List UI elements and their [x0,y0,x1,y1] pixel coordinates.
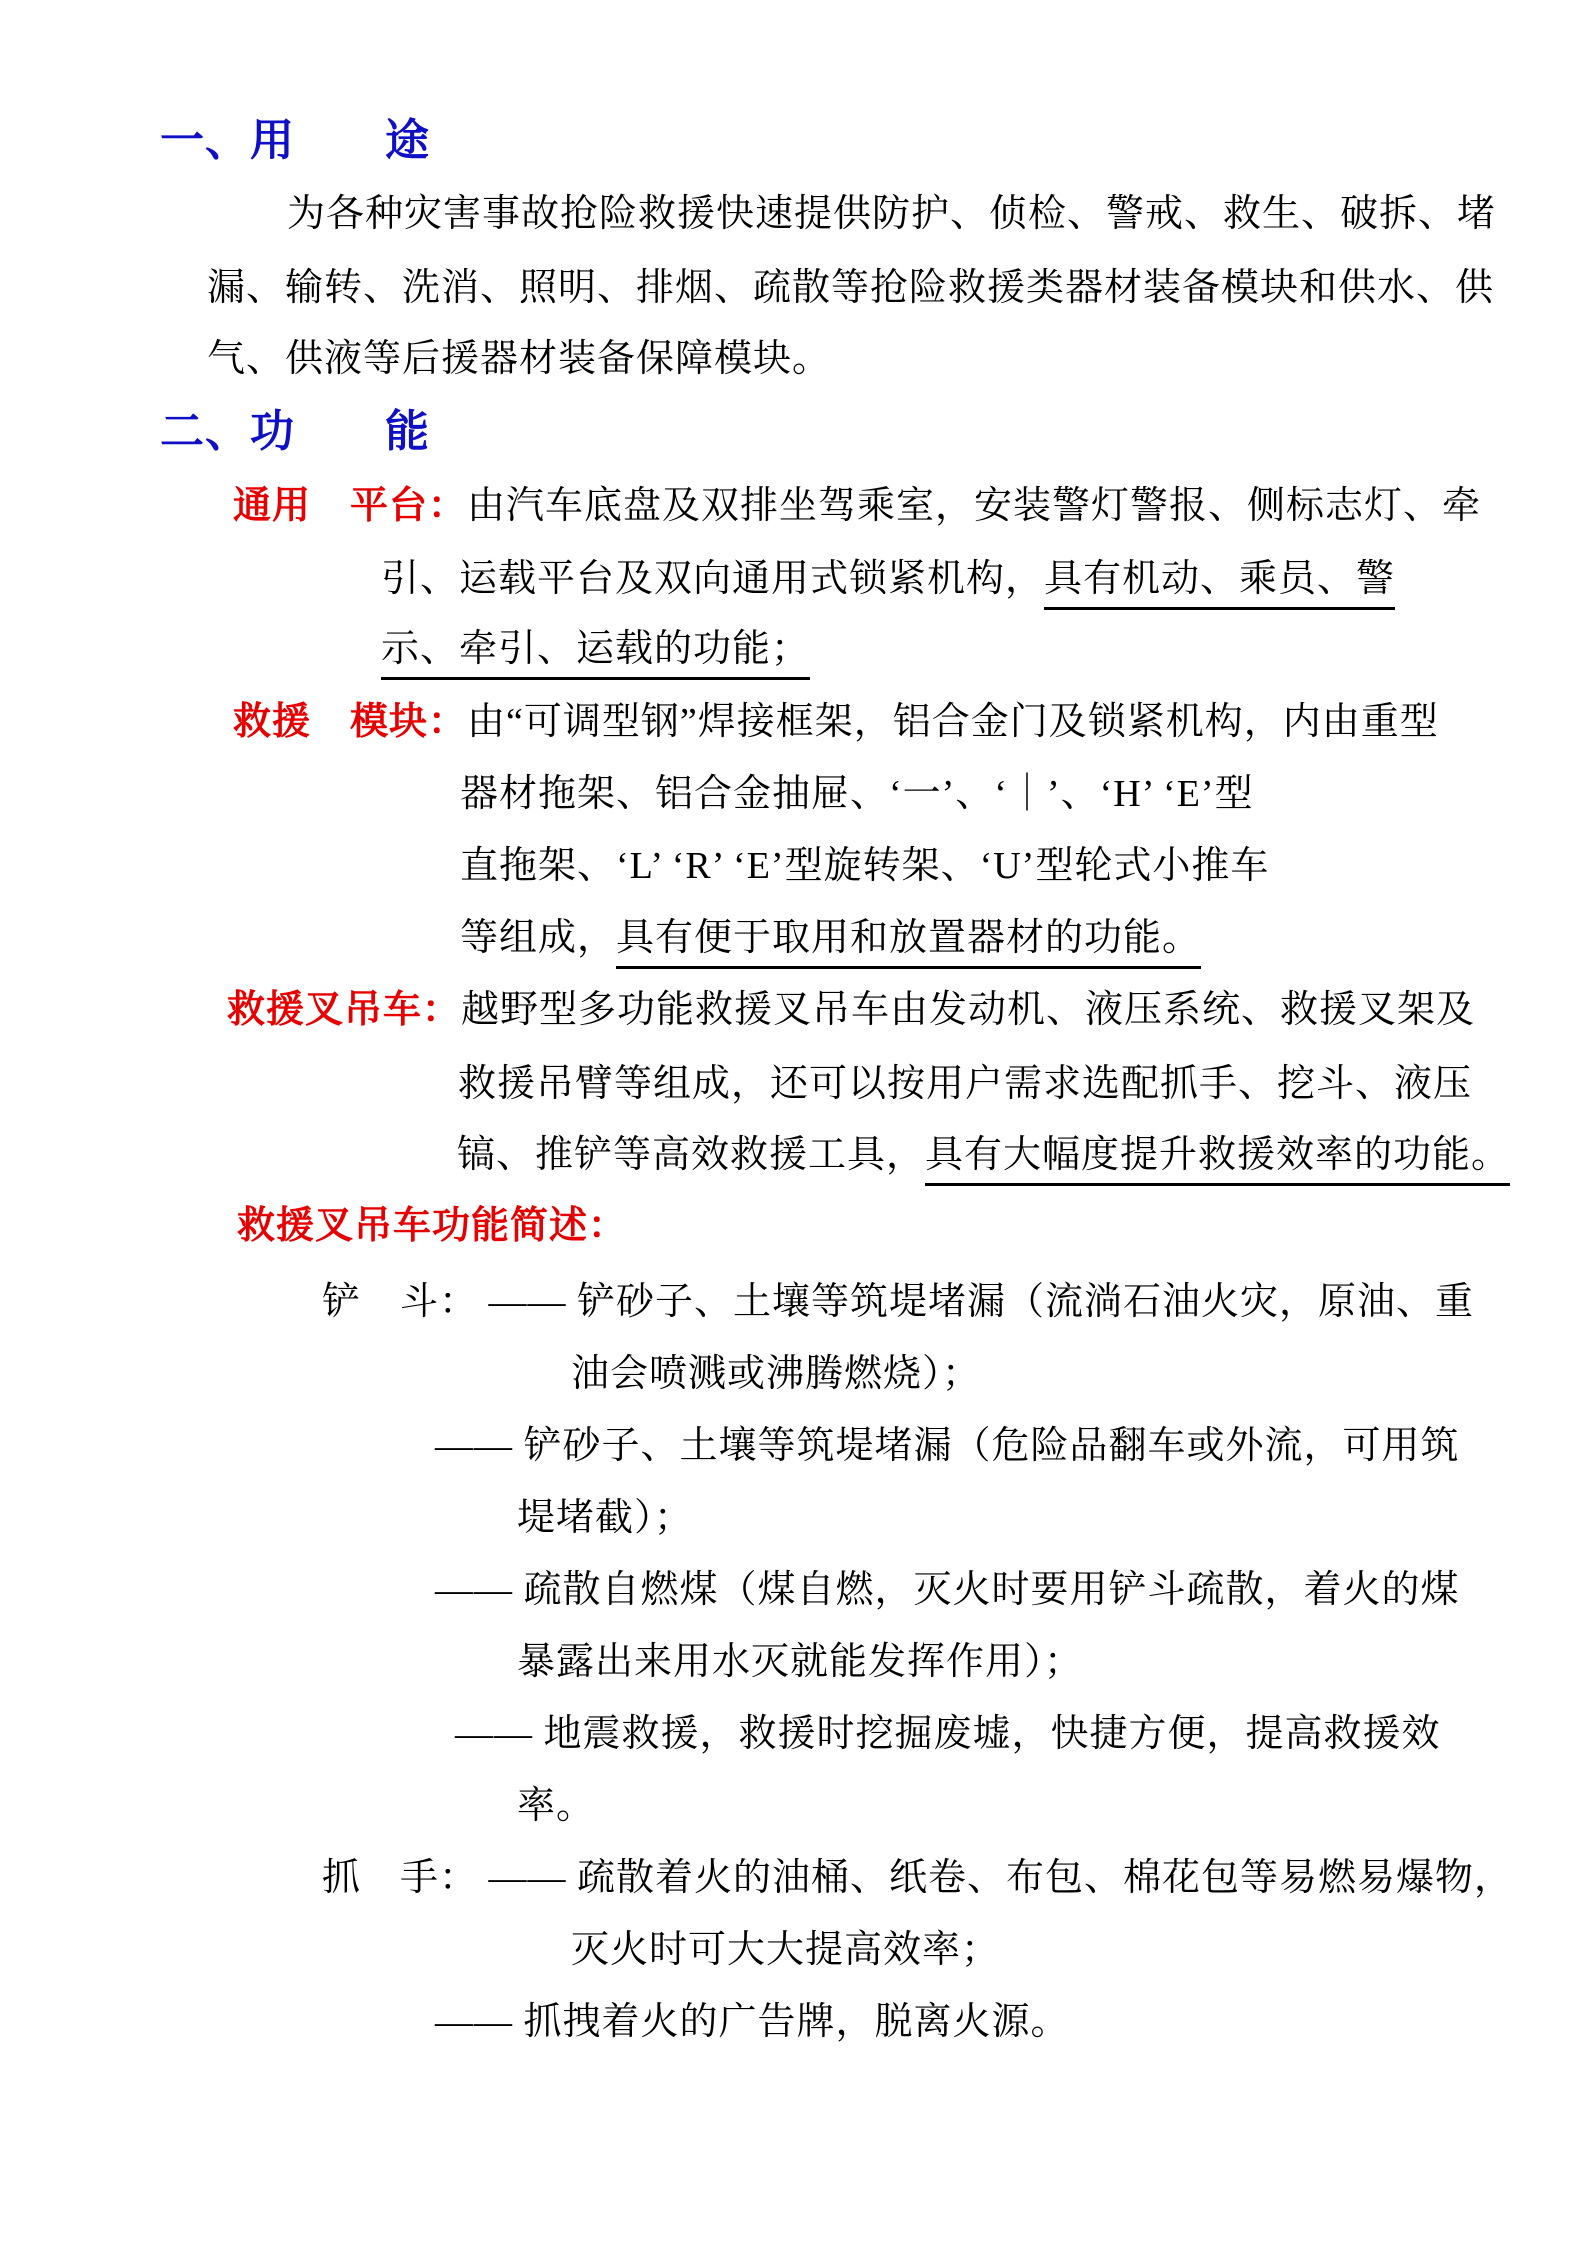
text-line [381,560,1395,598]
text-line [517,1643,1083,1681]
text-segment: 具有机动、乘员、警 [1044,558,1395,610]
text-segment: 救援 模块： [233,701,468,743]
text-line [233,703,1439,741]
text-segment: 通用 平台： [233,485,468,527]
text-line [160,407,430,456]
text-segment: 为各种灾害事故抢险救援快速提供防护、侦检、警戒、救生、破拆、堵 [287,193,1497,235]
text-segment: 等组成， [460,917,617,959]
text-line [160,116,430,165]
text-line [435,2003,1070,2041]
text-line [435,1427,1460,1465]
text-segment: 气、供液等后援器材装备保障模块。 [207,338,832,380]
text-segment: 直拖架、‘L’ ‘R’ ‘E’型旋转架、‘U’型轮式小推车 [460,845,1270,887]
text-segment: 暴露出来用水灭就能发挥作用）； [517,1641,1084,1683]
text-segment: 一、用 途 [160,116,430,165]
text-line [571,1355,981,1393]
text-segment: 漏、输转、洗消、照明、排烟、疏散等抢险救援类器材装备模块和供水、供 [207,267,1495,309]
text-line [435,1571,1460,1609]
text-segment: 率。 [517,1785,596,1827]
text-segment: —— 铲砂子、土壤等筑堤堵漏（危险品翻车或外流，可用筑 [435,1425,1460,1467]
text-line [207,340,831,378]
text-segment: 引、运载平台及双向通用式锁紧机构， [381,558,1045,600]
text-segment: 铲 斗： —— 铲砂子、土壤等筑堤堵漏（流淌石油火灾，原油、重 [322,1281,1475,1323]
text-segment: 油会喷溅或沸腾燃烧）； [571,1353,982,1395]
text-line [227,991,1475,1029]
text-line [460,919,1201,957]
text-segment: 抓 手： —— 疏散着火的油桶、纸卷、布包、棉花包等易燃易爆物， [322,1857,1514,1899]
text-segment: 越野型多功能救援叉吊车由发动机、液压系统、救援叉架及 [461,989,1476,1031]
text-line [460,847,1269,885]
text-segment: 堤堵截）； [517,1497,694,1539]
text-segment: 救援吊臂等组成，还可以按用户需求选配抓手、挖斗、液压 [458,1063,1473,1105]
text-segment: 器材拖架、铝合金抽屉、‘一’、‘｜’、‘H’ ‘E’型 [460,773,1254,815]
text-segment: 灭火时可大大提高效率； [571,1929,1001,1971]
text-segment: 示、牵引、运载的功能； [381,628,810,680]
text-line [517,1499,693,1537]
text-line [517,1787,595,1825]
text-segment: —— 抓拽着火的广告牌，脱离火源。 [435,2001,1070,2043]
text-segment: —— 地震救援，救援时挖掘废墟，快捷方便，提高救援效 [455,1713,1441,1755]
text-segment: 二、功 能 [160,407,430,456]
text-segment: 由汽车底盘及双排坐驾乘室，安装警灯警报、侧标志灯、牵 [467,485,1482,527]
text-line [381,630,810,668]
text-segment: 具有大幅度提升救援效率的功能。 [925,1134,1510,1186]
text-segment: 救援叉吊车功能简述： [237,1205,628,1247]
text-line [207,269,1494,307]
text-line [455,1715,1441,1753]
text-line [571,1931,1000,1969]
text-segment: —— 疏散自燃煤（煤自燃，灭火时要用铲斗疏散，着火的煤 [435,1569,1460,1611]
text-segment: 救援叉吊车： [227,989,462,1031]
text-line [457,1136,1510,1174]
text-line [322,1859,1513,1897]
text-segment: 由“可调型钢”焊接框架，铝合金门及锁紧机构，内由重型 [467,701,1439,743]
text-line [322,1283,1474,1321]
text-line [460,775,1254,813]
text-segment: 镐、推铲等高效救援工具， [457,1134,926,1176]
text-segment: 具有便于取用和放置器材的功能。 [616,917,1201,969]
text-line [287,195,1496,233]
text-line [237,1207,627,1245]
text-line [233,487,1481,525]
text-line [458,1065,1472,1103]
